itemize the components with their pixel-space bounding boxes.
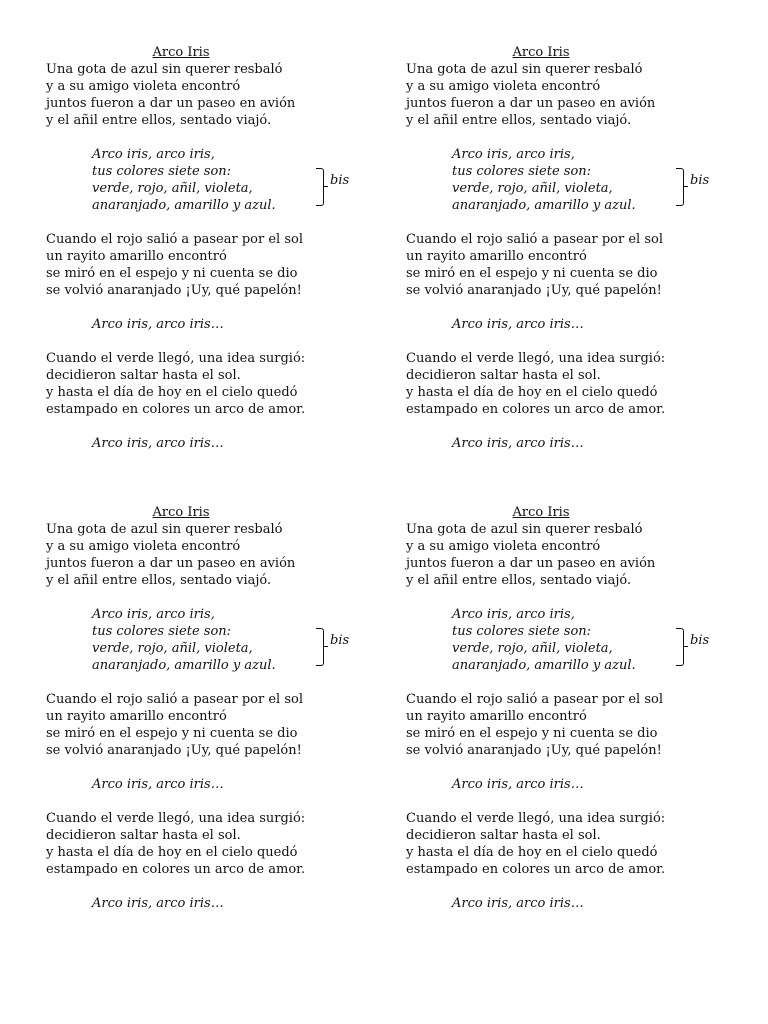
verse-line: Cuando el verde llegó, una idea surgió: bbox=[46, 811, 306, 826]
lyrics-copy bbox=[46, 44, 376, 452]
verse-line: decidieron saltar hasta el sol. bbox=[406, 828, 601, 843]
chorus-repeat bbox=[46, 776, 376, 793]
chorus-short-line: Arco iris, arco iris… bbox=[452, 317, 584, 332]
chorus-line: anaranjado, amarillo y azul. bbox=[92, 198, 276, 213]
verse-line: Cuando el verde llegó, una idea surgió: bbox=[46, 351, 306, 366]
verse-line: Una gota de azul sin querer resbaló bbox=[406, 522, 643, 537]
repeat-brace bbox=[316, 168, 324, 206]
verse-line: y a su amigo violeta encontró bbox=[406, 539, 601, 554]
verse-line: se miró en el espejo y ni cuenta se dio bbox=[406, 726, 658, 741]
verse-line: se volvió anaranjado ¡Uy, qué papelón! bbox=[46, 283, 302, 298]
chorus-line: Arco iris, arco iris, bbox=[452, 147, 575, 162]
bis-label: bis bbox=[690, 173, 710, 188]
verse-1 bbox=[406, 521, 736, 589]
verse-line: y hasta el día de hoy en el cielo quedó bbox=[406, 385, 658, 400]
verse-line: Cuando el rojo salió a pasear por el sol bbox=[46, 232, 303, 247]
verse-1 bbox=[46, 521, 376, 589]
chorus-repeat bbox=[406, 895, 736, 912]
verse-line: y el añil entre ellos, sentado viajó. bbox=[46, 573, 272, 588]
chorus-repeat bbox=[406, 435, 736, 452]
song-title: Arco Iris bbox=[512, 505, 570, 520]
verse-line: juntos fueron a dar un paseo en avión bbox=[46, 96, 296, 111]
chorus bbox=[46, 146, 376, 214]
verse-line: se volvió anaranjado ¡Uy, qué papelón! bbox=[406, 283, 662, 298]
verse-line: se miró en el espejo y ni cuenta se dio bbox=[406, 266, 658, 281]
chorus-line: Arco iris, arco iris, bbox=[92, 147, 215, 162]
verse-line: decidieron saltar hasta el sol. bbox=[46, 368, 241, 383]
verse-line: se volvió anaranjado ¡Uy, qué papelón! bbox=[406, 743, 662, 758]
repeat-brace bbox=[676, 168, 684, 206]
verse-line: Una gota de azul sin querer resbaló bbox=[46, 522, 283, 537]
verse-2 bbox=[46, 691, 376, 759]
verse-line: estampado en colores un arco de amor. bbox=[406, 862, 666, 877]
chorus-repeat bbox=[46, 895, 376, 912]
chorus-line: anaranjado, amarillo y azul. bbox=[452, 658, 636, 673]
verse-line: Cuando el rojo salió a pasear por el sol bbox=[406, 232, 663, 247]
verse-line: y el añil entre ellos, sentado viajó. bbox=[406, 573, 632, 588]
verse-line: Cuando el verde llegó, una idea surgió: bbox=[406, 351, 666, 366]
verse-3 bbox=[406, 810, 736, 878]
chorus-line: tus colores siete son: bbox=[452, 624, 592, 639]
verse-2 bbox=[46, 231, 376, 299]
verse-line: Una gota de azul sin querer resbaló bbox=[406, 62, 643, 77]
chorus-short-line: Arco iris, arco iris… bbox=[452, 896, 584, 911]
verse-line: decidieron saltar hasta el sol. bbox=[46, 828, 241, 843]
verse-line: y a su amigo violeta encontró bbox=[46, 79, 241, 94]
chorus-line: tus colores siete son: bbox=[92, 164, 232, 179]
verse-line: Cuando el rojo salió a pasear por el sol bbox=[406, 692, 663, 707]
verse-line: y a su amigo violeta encontró bbox=[406, 79, 601, 94]
verse-3 bbox=[46, 810, 376, 878]
chorus bbox=[406, 146, 736, 214]
verse-line: Cuando el rojo salió a pasear por el sol bbox=[46, 692, 303, 707]
repeat-brace bbox=[316, 628, 324, 666]
verse-line: un rayito amarillo encontró bbox=[46, 249, 227, 264]
verse-2 bbox=[406, 231, 736, 299]
bis-label: bis bbox=[330, 633, 350, 648]
verse-line: se miró en el espejo y ni cuenta se dio bbox=[46, 726, 298, 741]
chorus bbox=[406, 606, 736, 674]
chorus-short-line: Arco iris, arco iris… bbox=[92, 896, 224, 911]
chorus-short-line: Arco iris, arco iris… bbox=[452, 436, 584, 451]
chorus-line: anaranjado, amarillo y azul. bbox=[92, 658, 276, 673]
verse-line: y el añil entre ellos, sentado viajó. bbox=[46, 113, 272, 128]
verse-line: Cuando el verde llegó, una idea surgió: bbox=[406, 811, 666, 826]
song-title: Arco Iris bbox=[152, 505, 210, 520]
verse-line: Una gota de azul sin querer resbaló bbox=[46, 62, 283, 77]
verse-3 bbox=[406, 350, 736, 418]
verse-line: juntos fueron a dar un paseo en avión bbox=[46, 556, 296, 571]
verse-line: se miró en el espejo y ni cuenta se dio bbox=[46, 266, 298, 281]
verse-line: un rayito amarillo encontró bbox=[46, 709, 227, 724]
chorus-line: verde, rojo, añil, violeta, bbox=[92, 181, 253, 196]
chorus-repeat bbox=[46, 435, 376, 452]
chorus-line: tus colores siete son: bbox=[452, 164, 592, 179]
verse-1 bbox=[46, 61, 376, 129]
chorus-short-line: Arco iris, arco iris… bbox=[92, 436, 224, 451]
verse-line: decidieron saltar hasta el sol. bbox=[406, 368, 601, 383]
lyrics-copy bbox=[406, 504, 736, 912]
bis-label: bis bbox=[330, 173, 350, 188]
verse-line: estampado en colores un arco de amor. bbox=[46, 862, 306, 877]
chorus-repeat bbox=[406, 776, 736, 793]
verse-line: un rayito amarillo encontró bbox=[406, 249, 587, 264]
bis-label: bis bbox=[690, 633, 710, 648]
chorus-line: Arco iris, arco iris, bbox=[452, 607, 575, 622]
chorus-line: verde, rojo, añil, violeta, bbox=[452, 641, 613, 656]
verse-line: juntos fueron a dar un paseo en avión bbox=[406, 556, 656, 571]
chorus-repeat bbox=[406, 316, 736, 333]
verse-line: juntos fueron a dar un paseo en avión bbox=[406, 96, 656, 111]
verse-line: y el añil entre ellos, sentado viajó. bbox=[406, 113, 632, 128]
verse-line: y a su amigo violeta encontró bbox=[46, 539, 241, 554]
chorus-line: tus colores siete son: bbox=[92, 624, 232, 639]
verse-1 bbox=[406, 61, 736, 129]
song-title: Arco Iris bbox=[152, 45, 210, 60]
lyrics-copy bbox=[406, 44, 736, 452]
lyrics-copy bbox=[46, 504, 376, 912]
verse-line: y hasta el día de hoy en el cielo quedó bbox=[46, 845, 298, 860]
repeat-brace bbox=[676, 628, 684, 666]
chorus-line: anaranjado, amarillo y azul. bbox=[452, 198, 636, 213]
verse-line: estampado en colores un arco de amor. bbox=[46, 402, 306, 417]
chorus-line: Arco iris, arco iris, bbox=[92, 607, 215, 622]
verse-line: se volvió anaranjado ¡Uy, qué papelón! bbox=[46, 743, 302, 758]
verse-line: un rayito amarillo encontró bbox=[406, 709, 587, 724]
song-title: Arco Iris bbox=[512, 45, 570, 60]
chorus bbox=[46, 606, 376, 674]
chorus-short-line: Arco iris, arco iris… bbox=[92, 777, 224, 792]
chorus-line: verde, rojo, añil, violeta, bbox=[452, 181, 613, 196]
verse-line: y hasta el día de hoy en el cielo quedó bbox=[46, 385, 298, 400]
verse-line: y hasta el día de hoy en el cielo quedó bbox=[406, 845, 658, 860]
chorus-repeat bbox=[46, 316, 376, 333]
verse-2 bbox=[406, 691, 736, 759]
chorus-short-line: Arco iris, arco iris… bbox=[452, 777, 584, 792]
verse-3 bbox=[46, 350, 376, 418]
chorus-short-line: Arco iris, arco iris… bbox=[92, 317, 224, 332]
chorus-line: verde, rojo, añil, violeta, bbox=[92, 641, 253, 656]
verse-line: estampado en colores un arco de amor. bbox=[406, 402, 666, 417]
